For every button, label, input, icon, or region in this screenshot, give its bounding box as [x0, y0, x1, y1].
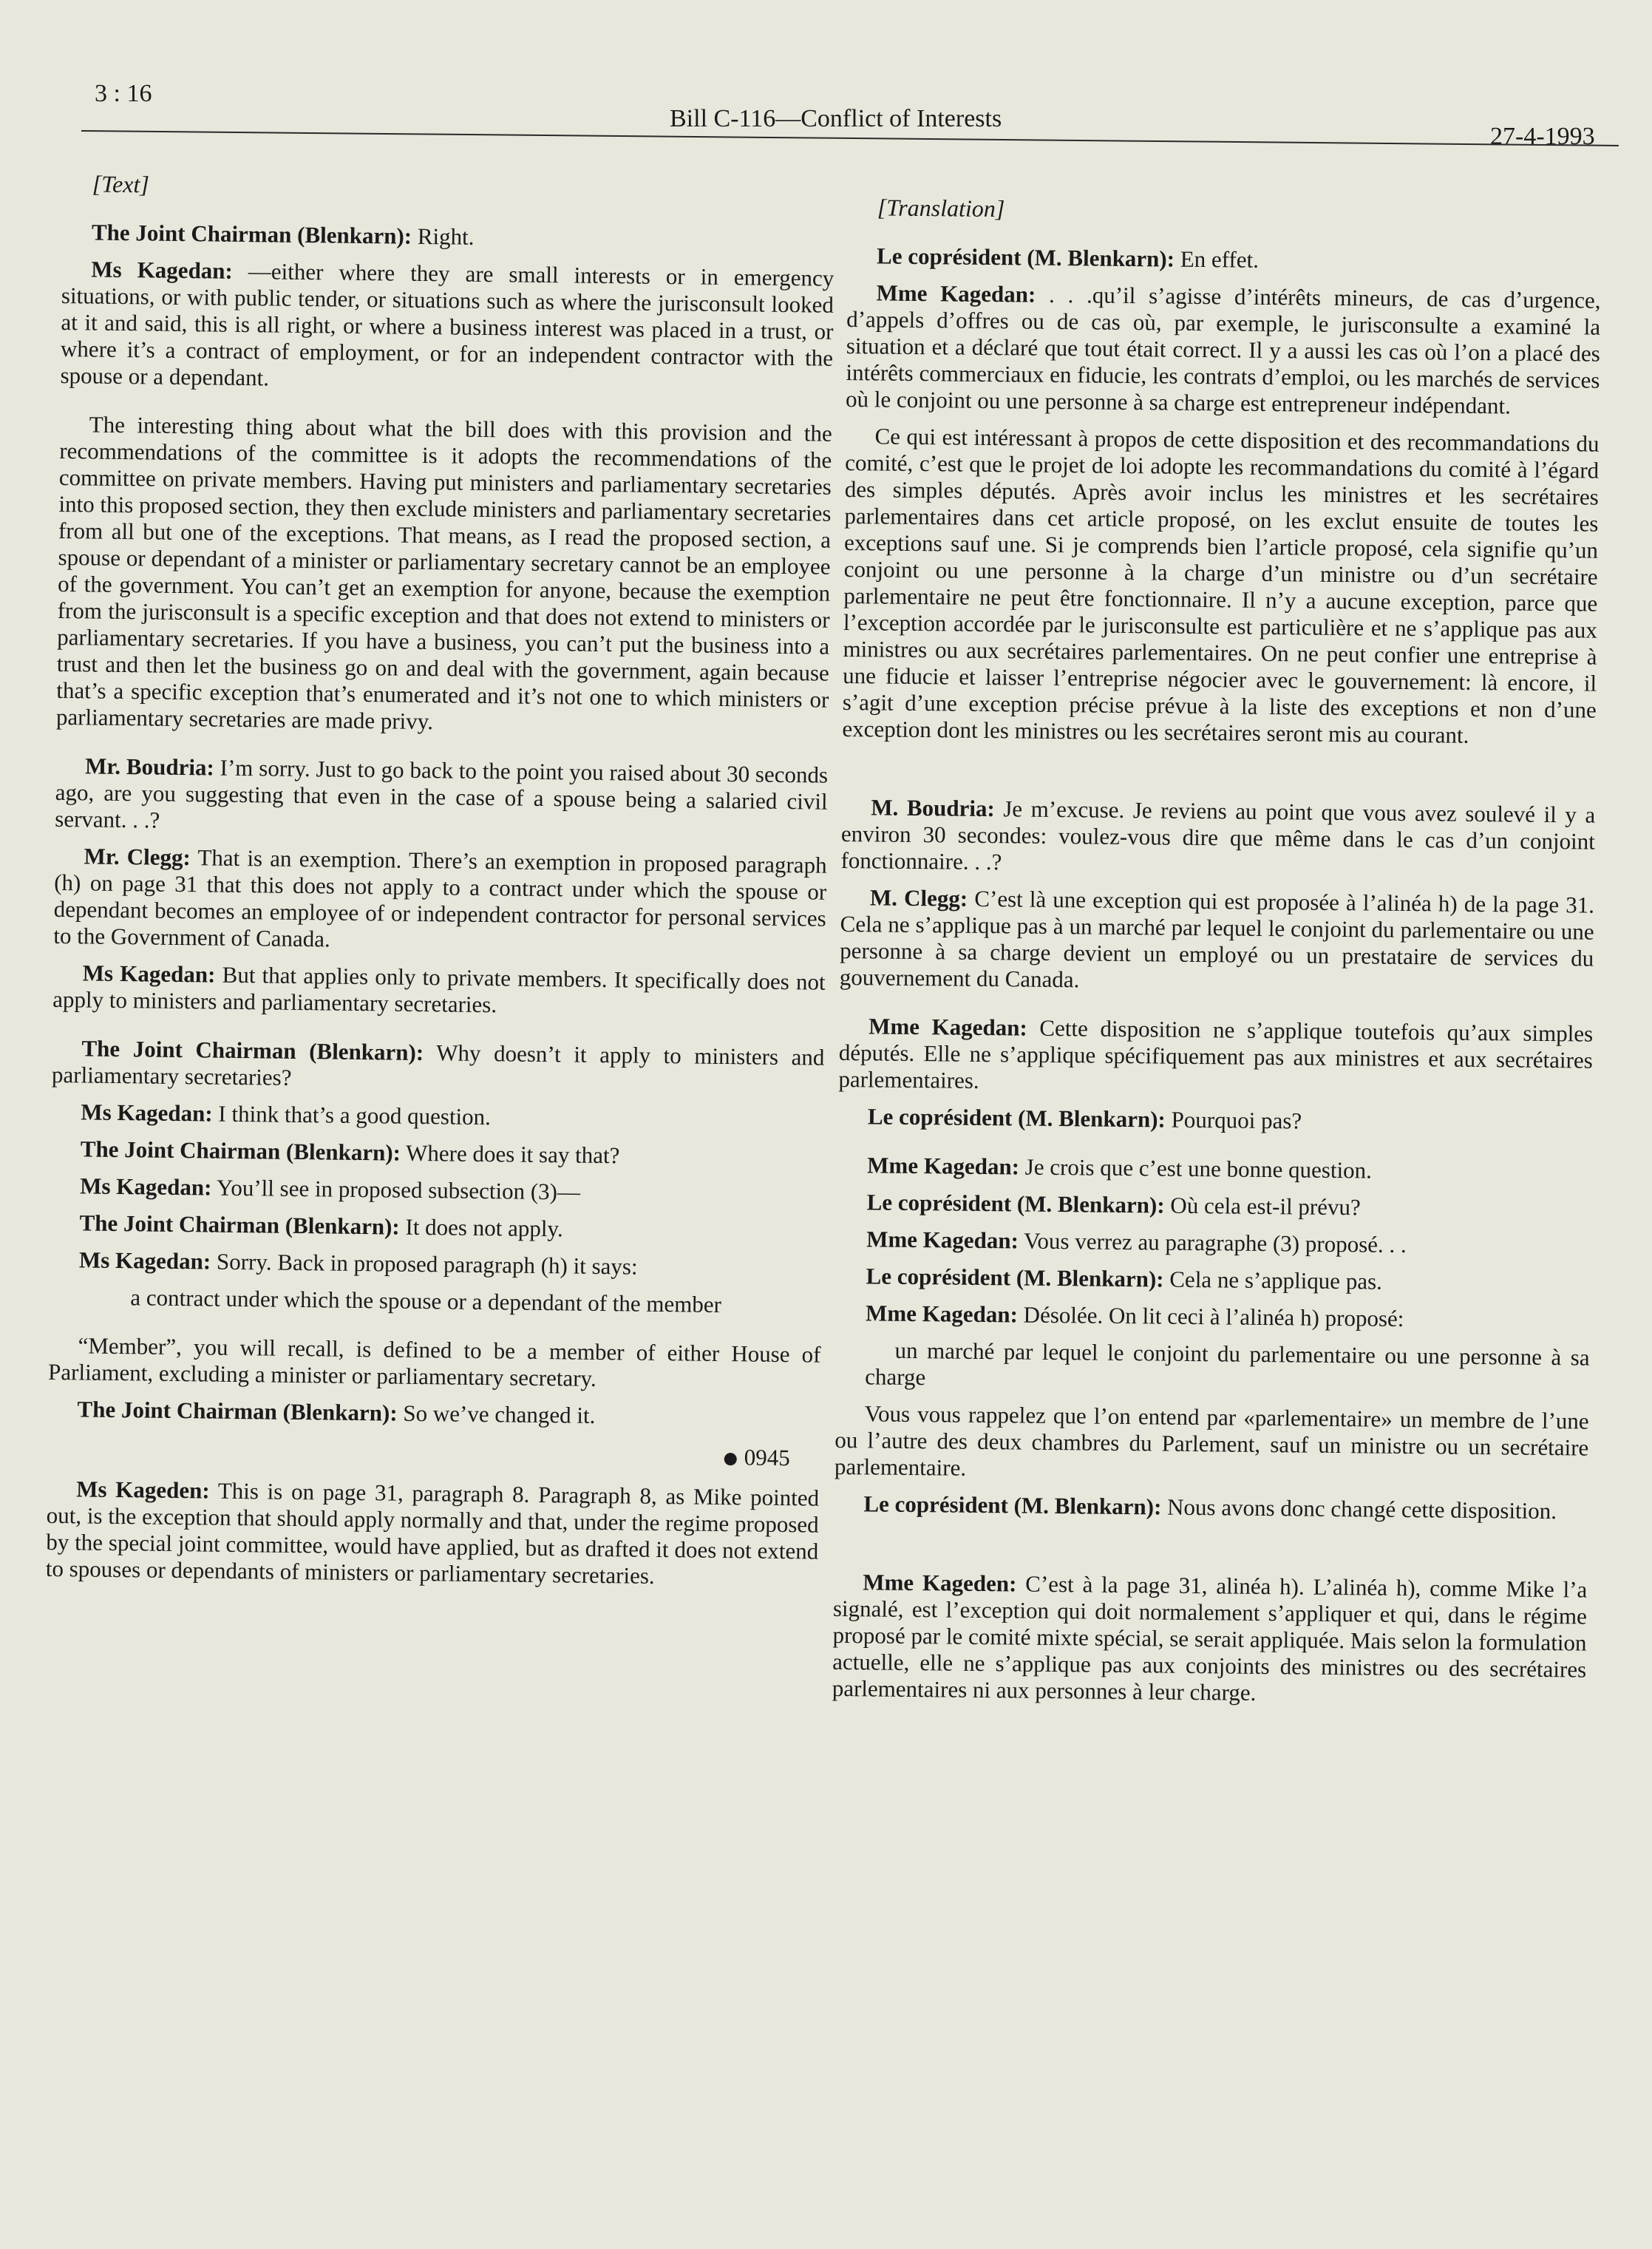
paragraph	[836, 1263, 1590, 1298]
speech: I’m sorry. Just to go back to the point you raised about 30 seconds ago, are you suggesting that even in the case of a spouse being a salaried civil servant. . .?	[55, 754, 829, 833]
speaker: Ms Kageden:	[75, 1476, 210, 1504]
paragraph	[52, 1035, 825, 1098]
speaker: The Joint Chairman (Blenkarn):	[80, 1136, 401, 1166]
speaker: Le coprésident (M. Blenkarn):	[876, 242, 1175, 272]
speech: Where does it say that?	[400, 1139, 620, 1169]
speaker: Mme Kagedan:	[866, 1226, 1019, 1254]
speaker: Mme Kagedan:	[876, 279, 1036, 308]
speech: Pourquoi pas?	[1165, 1106, 1302, 1134]
speaker: Ms Kagedan:	[91, 256, 234, 284]
paragraph	[56, 411, 832, 740]
running-title: Bill C-116—Conflict of Interests	[670, 105, 1002, 132]
paragraph	[53, 843, 827, 959]
paragraph	[840, 794, 1595, 882]
paragraph	[51, 1136, 823, 1172]
paragraph	[50, 1246, 822, 1283]
paragraph	[50, 1173, 823, 1209]
paragraph	[52, 960, 826, 1022]
paragraph	[846, 279, 1601, 421]
page-number: 3 : 16	[95, 80, 152, 107]
speech: Vous vous rappelez que l’on entend par «parlementaire» un membre de l’une ou l’autre des deux chambres du Parlement, sauf un ministre ou un secrétaire parlementaire.	[834, 1400, 1589, 1481]
speaker: Mme Kagedan:	[865, 1300, 1019, 1328]
paragraph	[835, 1400, 1589, 1488]
quoted-text: a contract under which the spouse or a dependant of the member	[130, 1284, 722, 1317]
speaker: The Joint Chairman (Blenkarn):	[77, 1396, 398, 1426]
speaker: The Joint Chairman (Blenkarn):	[91, 219, 412, 249]
speech: But that applies only to private members. It specifically does not apply to ministers and parliamentary secretaries.	[52, 961, 826, 1018]
speech: I think that’s a good question.	[212, 1100, 492, 1130]
speaker: Mme Kagedan:	[867, 1152, 1020, 1180]
speaker: Ms Kagedan:	[80, 1173, 212, 1201]
speaker: Le coprésident (M. Blenkarn):	[863, 1490, 1162, 1520]
speaker: The Joint Chairman (Blenkarn):	[81, 1035, 424, 1066]
english-column	[45, 170, 835, 1602]
paragraph	[50, 1210, 822, 1246]
speech: That is an exemption. There’s an exemption in proposed paragraph (h) on page 31 that this does not apply to a contract under which the spouse or dependant becomes an employee of or independent contractor for personal services to the Government of Canada.	[53, 844, 827, 952]
bullet-icon	[724, 1453, 737, 1465]
speech: Nous avons donc changé cette disposition.	[1161, 1493, 1557, 1524]
speech: . . .qu’il s’agisse d’intérêts mineurs, de cas d’urgence, d’appels d’offres ou de cas où, par exemple, le jurisconsulte a examiné la situation et a déclaré que tout était correct. Il y a aussi les cas où l’on a placé des intérêts commerciaux en fiducie, les contrats d’emploi, ou les marchés de services où le conjoint ou une personne à sa charge est entrepreneur indépendant.	[845, 281, 1601, 419]
paragraph	[847, 242, 1601, 277]
paragraph	[51, 1099, 823, 1135]
time-marker: 0945	[47, 1436, 790, 1471]
paragraph	[838, 1013, 1593, 1101]
speaker: The Joint Chairman (Blenkarn):	[79, 1210, 400, 1240]
speaker: Le coprésident (M. Blenkarn):	[866, 1263, 1164, 1292]
speech: Désolée. On lit ceci à l’alinéa h) proposé:	[1017, 1301, 1404, 1332]
speaker: M. Boudria:	[871, 794, 995, 822]
speaker: M. Clegg:	[869, 884, 968, 912]
paragraph	[837, 1226, 1591, 1261]
sitting-date: 27-4-1993	[1490, 123, 1595, 150]
speech: Vous verrez au paragraphe (3) proposé. . .	[1018, 1227, 1407, 1258]
speaker: Ms Kagedan:	[78, 1246, 211, 1275]
speech: It does not apply.	[399, 1213, 563, 1242]
paragraph	[838, 1103, 1592, 1138]
speech: Je m’excuse. Je reviens au point que vous avez soulevé il y a environ 30 secondes: voulez-vous dire que même dans le cas d’un conjoint fonctionnaire. . .?	[840, 796, 1596, 875]
speech: Sorry. Back in proposed paragraph (h) it says:	[211, 1248, 638, 1280]
text-tag: [Text]	[92, 170, 150, 198]
speech: “Member”, you will recall, is defined to be a member of either House of Parliament, excluding a minister or parliamentary secretary.	[47, 1332, 821, 1391]
speaker: Mme Kagedan:	[869, 1013, 1028, 1041]
speech: Où cela est-il prévu?	[1164, 1192, 1361, 1221]
speaker: Mme Kageden:	[863, 1569, 1017, 1597]
paragraph	[62, 219, 835, 255]
speech: C’est là une exception qui est proposée à l’alinéa h) de la page 31. Cela ne s’applique pas à un marché par lequel le conjoint du parlementaire ou une personne à sa charge devient un employé ou un prestataire de services du gouvernement du Canada.	[839, 885, 1595, 993]
speaker: Mr. Clegg:	[84, 843, 191, 871]
paragraph	[55, 753, 828, 842]
paragraph	[837, 1189, 1591, 1224]
speech: En effet.	[1174, 245, 1260, 273]
speech: The interesting thing about what the bill does with this provision and the recommendations of the committee is it adopts the recommendations of the committee on private members. Having put ministers and parliamentary secretaries into this proposed section, they then exclude ministers and parliamentary secretaries from all but one of the exceptions. That means, as I read the proposed section, a spouse or dependant of a minister or parliamentary secretary cannot be an employee of the government. You can’t get an exemption for anyone, because the exemption from the jurisconsult is a specific exception and that does not extend to ministers or parliamentary secretaries. If you have a business, you can’t put the business into a trust and then let the business go on and deal with the government, again because that’s a specific exception that’s enumerated and it’s not one to which ministers or parliamentary secretaries are made privy.	[55, 411, 832, 735]
speech: Cela ne s’applique pas.	[1163, 1266, 1383, 1295]
speaker: Mr. Boudria:	[84, 753, 214, 781]
paragraph	[60, 256, 834, 398]
speaker: Le coprésident (M. Blenkarn):	[867, 1103, 1166, 1133]
quoted-text: un marché par lequel le conjoint du parlementaire ou une personne à sa charge	[865, 1337, 1590, 1391]
speech: Right.	[411, 223, 475, 250]
speaker: Ms Kagedan:	[81, 1099, 213, 1127]
paragraph	[842, 423, 1599, 750]
speaker: Le coprésident (M. Blenkarn):	[866, 1189, 1165, 1218]
french-column	[832, 194, 1601, 1720]
speech: So we’ve changed it.	[397, 1400, 596, 1428]
speech: You’ll see in proposed subsection (3)—	[211, 1174, 581, 1205]
paragraph	[47, 1396, 820, 1432]
speech: —either where they are small interests or in emergency situations, or with public tender, or situations such as where the jurisconsult looked at it and said, this is all right, or where a business interest was placed in a trust, or where it’s a contract of employment, or for an independent contractor with the spouse or a dependant.	[60, 257, 835, 391]
speech: This is on page 31, paragraph 8. Paragraph 8, as Mike pointed out, is the exception that should apply normally and that, under the regime proposed by the special joint committee, would have applied, but as drafted it does not extend to spouses or dependants of ministers or parliamentary secretaries.	[45, 1477, 820, 1589]
paragraph	[837, 1152, 1591, 1187]
paragraph	[48, 1332, 821, 1395]
paragraph	[46, 1476, 820, 1592]
speech: Je crois que c’est une bonne question.	[1019, 1153, 1373, 1184]
speaker: Ms Kagedan:	[82, 960, 216, 988]
paragraph	[840, 884, 1594, 999]
speech: Ce qui est intéressant à propos de cette disposition et des recommandations du comité, c’est que le projet de loi adopte les recommandations du comité à l’égard des simples députés. Après avoir inclus les ministres et les secrétaires parlementaires dans cet article proposé, on les exclut ensuite de toutes les exceptions sauf une. Si je comprends bien l’article proposé, cela signifie qu’un conjoint ou une personne à la charge d’un ministre ou d’un secrétaire parlementaire ne peut être fonctionnaire. Il n’y a aucune exception, parce que l’exception accordée par le jurisconsulte est particulière et ne s’applique pas aux ministres ou aux secrétaires parlementaires. On ne peut confier une entreprise à une fiducie et laisser l’entreprise négocier avec le gouvernement: là encore, il s’agit d’une exception précise prévue à la liste des exceptions et non d’une exception dont les ministres ou les secrétaires seront mis au courant.	[842, 423, 1600, 748]
paragraph	[836, 1300, 1590, 1334]
paragraph	[832, 1569, 1588, 1710]
speech: Cette disposition ne s’applique toutefois qu’aux simples députés. Elle ne s’applique spécifiquement pas aux ministres et aux secrétaires parlementaires.	[838, 1014, 1594, 1093]
speech: Why doesn’t it apply to ministers and parliamentary secretaries?	[51, 1039, 825, 1090]
speech: C’est à la page 31, alinéa h). L’alinéa h), comme Mike l’a signalé, est l’exception qui doit normalement s’appliquer et qui, dans le régime proposé par le comité mixte spécial, se serait appliquée. Mais selon la formulation actuelle, elle ne s’applique pas aux conjoints des ministres ou des secrétaires parlementaires ni aux personnes à leur charge.	[832, 1570, 1588, 1706]
paragraph	[834, 1490, 1588, 1525]
translation-tag: [Translation]	[877, 194, 1005, 223]
